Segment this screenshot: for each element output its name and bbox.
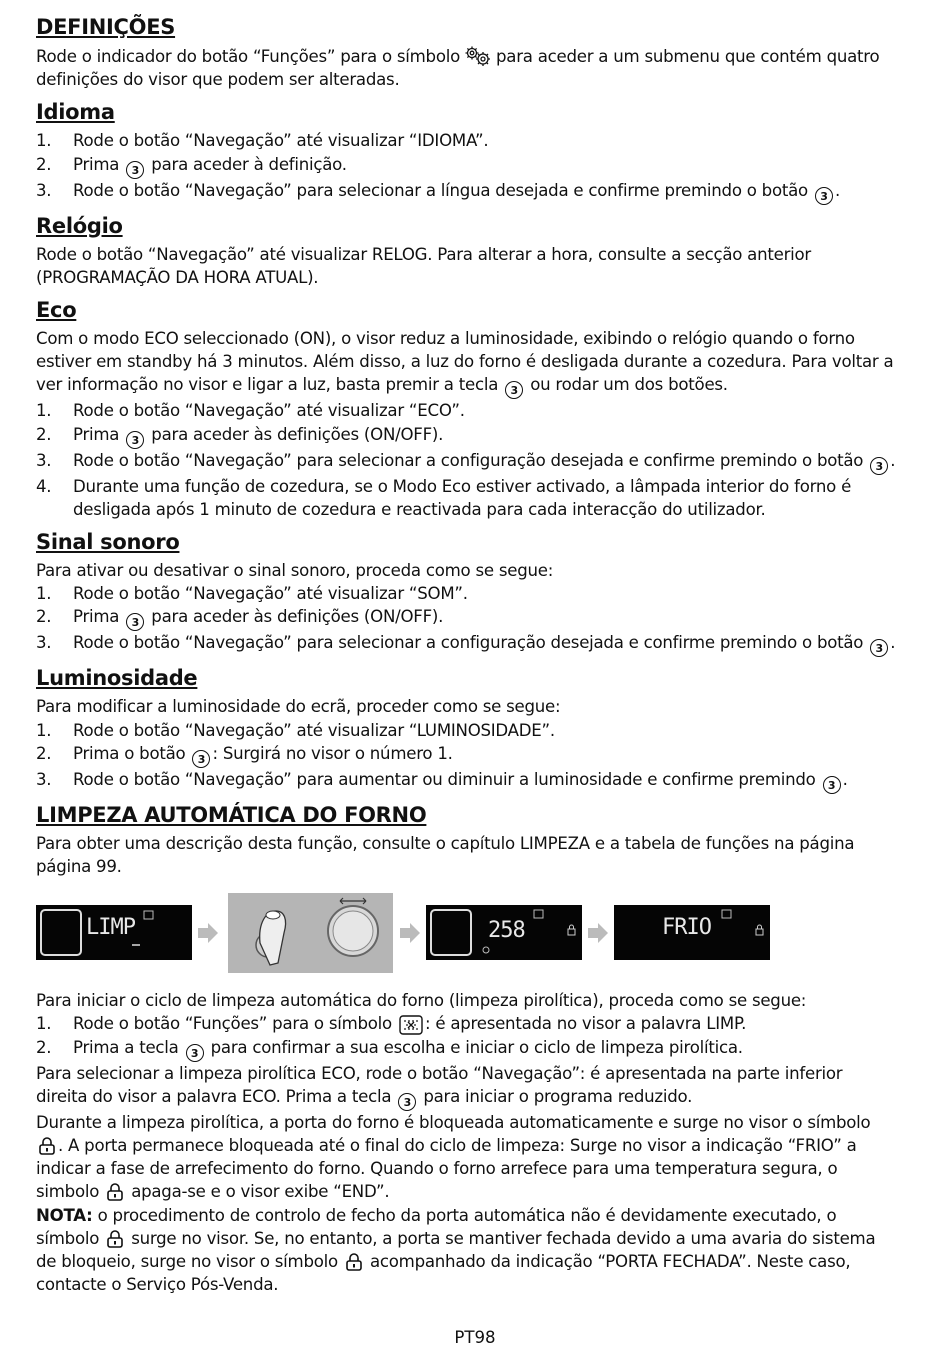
list-number: 3. — [36, 769, 52, 789]
key-3-icon: 3 — [870, 639, 888, 657]
list-text-b: para aceder às definições (ON/OFF). — [151, 424, 444, 444]
list-text-a: Rode o botão “Funções” para o símbolo — [73, 1014, 392, 1034]
list-item — [36, 153, 896, 179]
display-limp — [36, 905, 192, 960]
eco-text-a: Com o modo ECO seleccionado (ON), o visor reduz a luminosidade, exibindo o relógio quando o forno estiver em standby há 3 minutos. Além disso, a luz do forno é desligada durante a cozedura. Para voltar a ver informação no visor e ligar a luz, basta premir a tecla — [36, 329, 894, 395]
list-text — [73, 1012, 896, 1035]
list-number: 1. — [36, 720, 52, 740]
list-text-b: : Surgirá no visor o número 1. — [212, 743, 453, 763]
list-text-b: para aceder à definição. — [151, 154, 347, 174]
key-3-icon: 3 — [870, 457, 888, 475]
eco-text — [36, 327, 896, 399]
list-item — [36, 129, 896, 152]
lock-icon — [345, 1252, 363, 1271]
list-text — [73, 153, 896, 179]
list-text-a: Prima a tecla — [73, 1037, 179, 1057]
list-text — [73, 768, 896, 794]
list-text-a: Prima — [73, 607, 120, 627]
limpeza-lock-a: Durante a limpeza pirolítica, a porta do forno é bloqueada automaticamente e surge no visor o símbolo — [36, 1112, 871, 1132]
definicoes-intro-a: Rode o indicador do botão “Funções” para o símbolo — [36, 47, 460, 66]
page-number: PT98 — [454, 1328, 496, 1347]
list-item — [36, 449, 896, 475]
limpeza-lock-c: apaga-se e o visor exibe “END”. — [131, 1182, 390, 1202]
list-text — [73, 179, 896, 205]
nota-label: NOTA: — [36, 1205, 93, 1225]
key-3-icon: 3 — [126, 613, 144, 631]
display-text-limp: LIMP — [86, 915, 135, 941]
list-text-b: para aceder às definições (ON/OFF). — [151, 607, 444, 627]
list-number: 3. — [36, 450, 52, 470]
list-text — [73, 449, 896, 475]
list-text-b: . — [890, 450, 896, 470]
list-text: Durante uma função de cozedura, se o Modo Eco estiver activado, a lâmpada interior do forno é desligada após 1 minuto de cozedura e reactivada para cada interacção do utilizador. — [73, 476, 852, 519]
list-text-a: Rode o botão “Navegação” para selecionar a configuração desejada e confirme premindo o botão — [73, 633, 864, 653]
key-3-icon: 3 — [126, 431, 144, 449]
knob-panel — [228, 893, 393, 973]
list-number: 2. — [36, 154, 52, 174]
luminosidade-intro: Para modificar a luminosidade do ecrã, proceder como se segue: — [36, 697, 561, 717]
list-number: 1. — [36, 131, 52, 151]
section-title-luminosidade: Luminosidade — [36, 666, 198, 691]
list-text: Rode o botão “Navegação” até visualizar “SOM”. — [73, 584, 468, 604]
nota-a: o procedimento de controlo de fecho da porta automática não é devidamente executado, o símbolo — [36, 1205, 837, 1248]
list-text: Rode o botão “Navegação” até visualizar “LUMINOSIDADE”. — [73, 720, 555, 740]
list-text-b: . — [834, 180, 840, 200]
nota-b: surge no visor. Se, no entanto, a porta se mantiver fechada devido a uma avaria do sistema de bloqueio, surge no visor o símbolo — [36, 1228, 876, 1272]
display-frio — [614, 905, 770, 960]
list-text-a: Prima — [73, 424, 120, 444]
list-item — [36, 399, 896, 422]
section-title-sinal-sonoro: Sinal sonoro — [36, 530, 180, 555]
lock-icon — [38, 1136, 56, 1155]
relogio-text: Rode o botão “Navegação” até visualizar RELOG. Para alterar a hora, consulte a secção anterior (PROGRAMAÇÃO DA HORA ATUAL). — [36, 244, 811, 287]
key-3-icon: 3 — [126, 161, 144, 179]
key-3-icon: 3 — [823, 776, 841, 794]
list-number: 1. — [36, 584, 52, 604]
list-item — [36, 582, 896, 605]
list-number: 2. — [36, 743, 52, 763]
list-text — [73, 423, 896, 449]
list-text-a: Rode o botão “Navegação” para selecionar a língua desejada e confirme premindo o botão — [73, 180, 808, 200]
limpeza-lock — [36, 1111, 896, 1204]
list-number: 3. — [36, 180, 52, 200]
definicoes-intro-b: para aceder a um submenu que contém quatro definições do visor que podem ser alteradas. — [36, 47, 880, 90]
display-text-frio: FRIO — [662, 915, 711, 941]
list-text: Rode o botão “Navegação” até visualizar “IDIOMA”. — [73, 131, 489, 151]
list-text-a: Rode o botão “Navegação” para selecionar a configuração desejada e confirme premindo o botão — [73, 450, 864, 470]
list-text — [73, 742, 896, 768]
lock-icon — [106, 1229, 124, 1248]
definicoes-intro — [36, 44, 896, 91]
list-text — [73, 1036, 896, 1062]
limpeza-nota — [36, 1204, 896, 1297]
arrow-right-icon — [198, 923, 218, 943]
list-number: 1. — [36, 1014, 52, 1034]
list-item — [36, 179, 896, 205]
eco-text-b: ou rodar um dos botões. — [530, 375, 728, 395]
display-258 — [426, 905, 582, 960]
list-number: 3. — [36, 633, 52, 653]
limpeza-eco-a: Para selecionar a limpeza pirolítica ECO, rode o botão “Navegação”: é apresentada na parte inferior direita do visor a palavra ECO. Prima a tecla — [36, 1063, 843, 1106]
sinal-intro: Para ativar ou desativar o sinal sonoro, proceda como se segue: — [36, 561, 554, 581]
list-text-a: Prima — [73, 154, 120, 174]
limpeza-lock-b: . A porta permanece bloqueada até o final do ciclo de limpeza: Surge no visor a indicação “FRIO” a indicar a fase de arrefecimento do forno. Quando o forno arrefece para uma temperatura segura, o simbolo — [36, 1136, 857, 1202]
arrow-right-icon — [400, 923, 420, 943]
key-3-icon: 3 — [505, 381, 523, 399]
key-3-icon: 3 — [192, 750, 210, 768]
list-item — [36, 631, 896, 657]
list-number: 2. — [36, 424, 52, 444]
settings-gear-icon — [463, 44, 493, 68]
nota-c: acompanhado da indicação “PORTA FECHADA”. Neste caso, contacte o Serviço Pós-Venda. — [36, 1252, 851, 1295]
limpeza-eco-b: para iniciar o programa reduzido. — [423, 1086, 693, 1106]
list-text-b: . — [842, 769, 848, 789]
list-text — [73, 605, 896, 631]
list-number: 2. — [36, 1037, 52, 1057]
section-title-idioma: Idioma — [36, 100, 115, 125]
document-page — [36, 12, 896, 1296]
arrow-right-icon — [588, 923, 608, 943]
list-item — [36, 768, 896, 794]
list-number: 4. — [36, 476, 52, 496]
display-text-258: 258 — [488, 918, 525, 944]
section-title-limpeza: LIMPEZA AUTOMÁTICA DO FORNO — [36, 802, 427, 827]
list-number: 2. — [36, 607, 52, 627]
list-text: Rode o botão “Navegação” até visualizar “ECO”. — [73, 401, 465, 421]
knob-illustration-icon — [228, 893, 393, 973]
list-item — [36, 719, 896, 742]
list-item — [36, 423, 896, 449]
pyrolysis-icon — [399, 1015, 423, 1035]
section-title-definicoes: DEFINIÇÕES — [36, 15, 176, 39]
list-item — [36, 475, 896, 521]
limpeza-start: Para iniciar o ciclo de limpeza automática do forno (limpeza pirolítica), proceda como se segue: — [36, 991, 807, 1011]
key-3-icon: 3 — [398, 1093, 416, 1111]
limpeza-eco — [36, 1062, 896, 1111]
list-text-b: para confirmar a sua escolha e iniciar o ciclo de limpeza pirolítica. — [210, 1037, 743, 1057]
list-item — [36, 1012, 896, 1035]
key-3-icon: 3 — [815, 187, 833, 205]
list-item — [36, 605, 896, 631]
list-text-b: : é apresentada no visor a palavra LIMP. — [424, 1014, 747, 1034]
limpeza-intro: Para obter uma descrição desta função, consulte o capítulo LIMPEZA e a tabela de funções na página página 99. — [36, 833, 855, 877]
list-text-b: . — [890, 633, 896, 653]
lock-icon — [106, 1182, 124, 1201]
list-text-a: Prima o botão — [73, 743, 186, 763]
section-title-relogio: Relógio — [36, 213, 123, 238]
pyrolysis-figure — [36, 893, 896, 975]
key-3-icon: 3 — [186, 1044, 204, 1062]
list-text-a: Rode o botão “Navegação” para aumentar ou diminuir a luminosidade e confirme premindo — [73, 769, 816, 789]
section-title-eco: Eco — [36, 298, 77, 323]
list-number: 1. — [36, 401, 52, 421]
list-item — [36, 742, 896, 768]
list-item — [36, 1036, 896, 1062]
list-text — [73, 631, 896, 657]
